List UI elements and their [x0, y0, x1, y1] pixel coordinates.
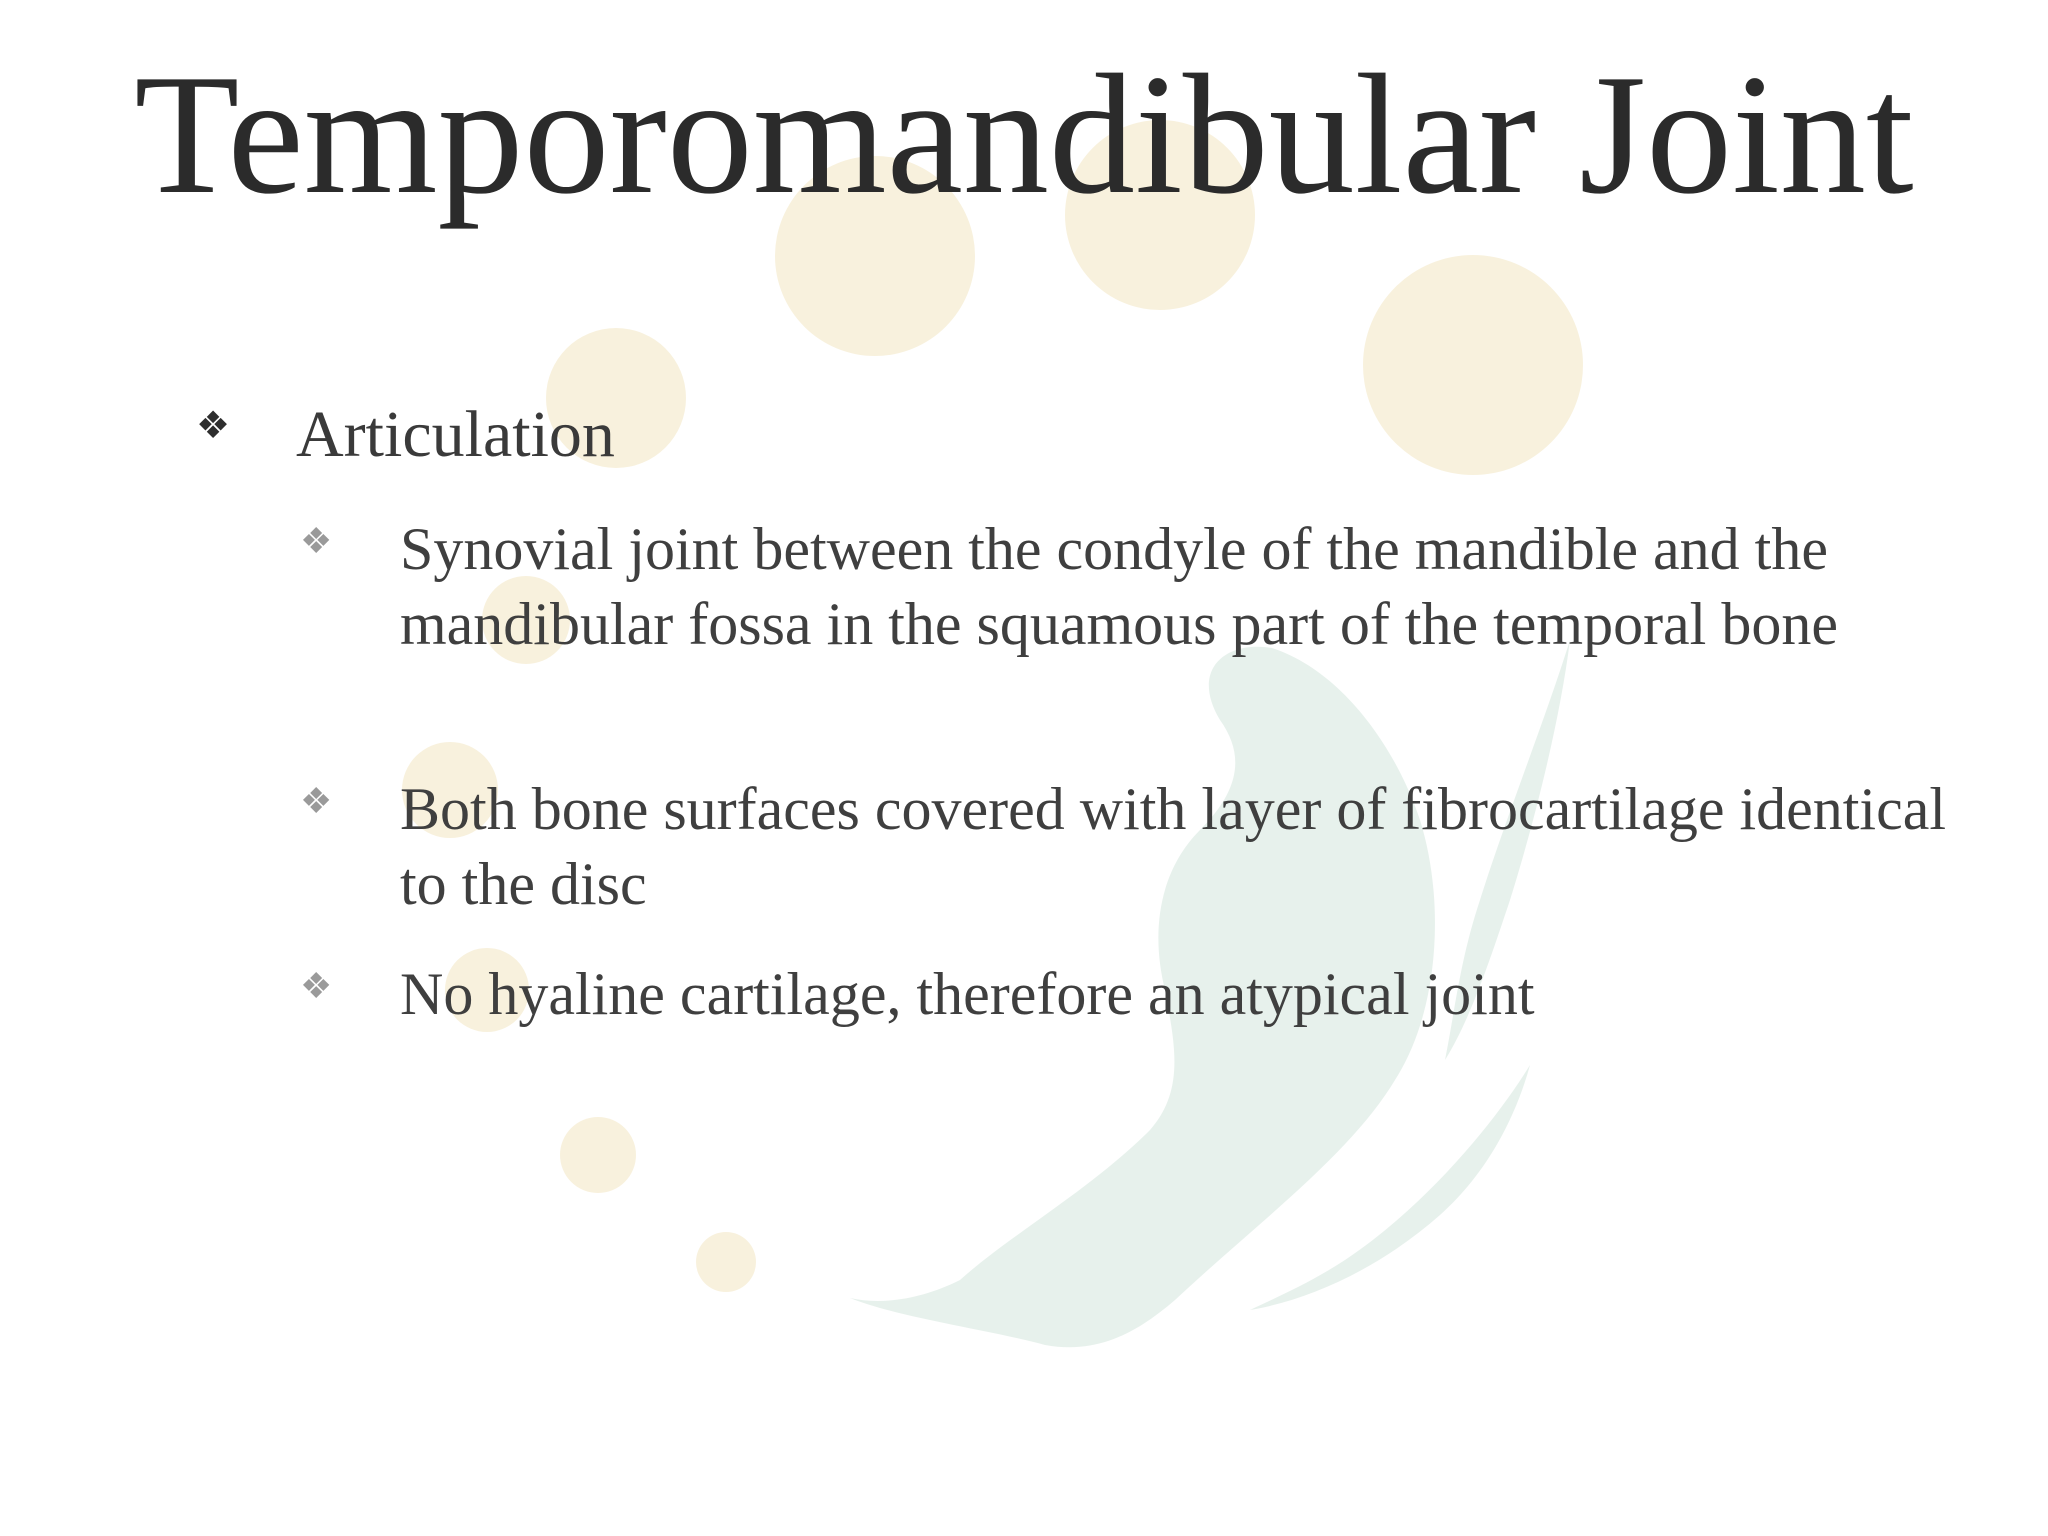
diamond-cluster-bullet-icon: ❖	[300, 521, 333, 561]
sub-bullet-text: No hyaline cartilage, therefore an atypical joint	[400, 961, 1535, 1027]
sub-bullet-text: Both bone surfaces covered with layer of fibrocartilage identical to the disc	[400, 776, 1947, 917]
diamond-cluster-bullet-icon: ❖	[300, 781, 333, 821]
sub-bullet-item	[300, 772, 1960, 932]
sub-bullet-text: Synovial joint between the condyle of the mandible and the mandibular fossa in the squamous part of the temporal bone	[400, 516, 1838, 657]
sub-bullet-item	[300, 512, 1960, 742]
bullet-text: Articulation	[296, 398, 615, 471]
diamond-cluster-bullet-icon: ❖	[196, 405, 231, 447]
diamond-cluster-bullet-icon: ❖	[300, 966, 333, 1006]
sub-bullet-item	[300, 957, 1960, 1037]
bullet-item-articulation	[196, 398, 1896, 478]
slide-title: Temporomandibular Joint	[134, 40, 1914, 230]
